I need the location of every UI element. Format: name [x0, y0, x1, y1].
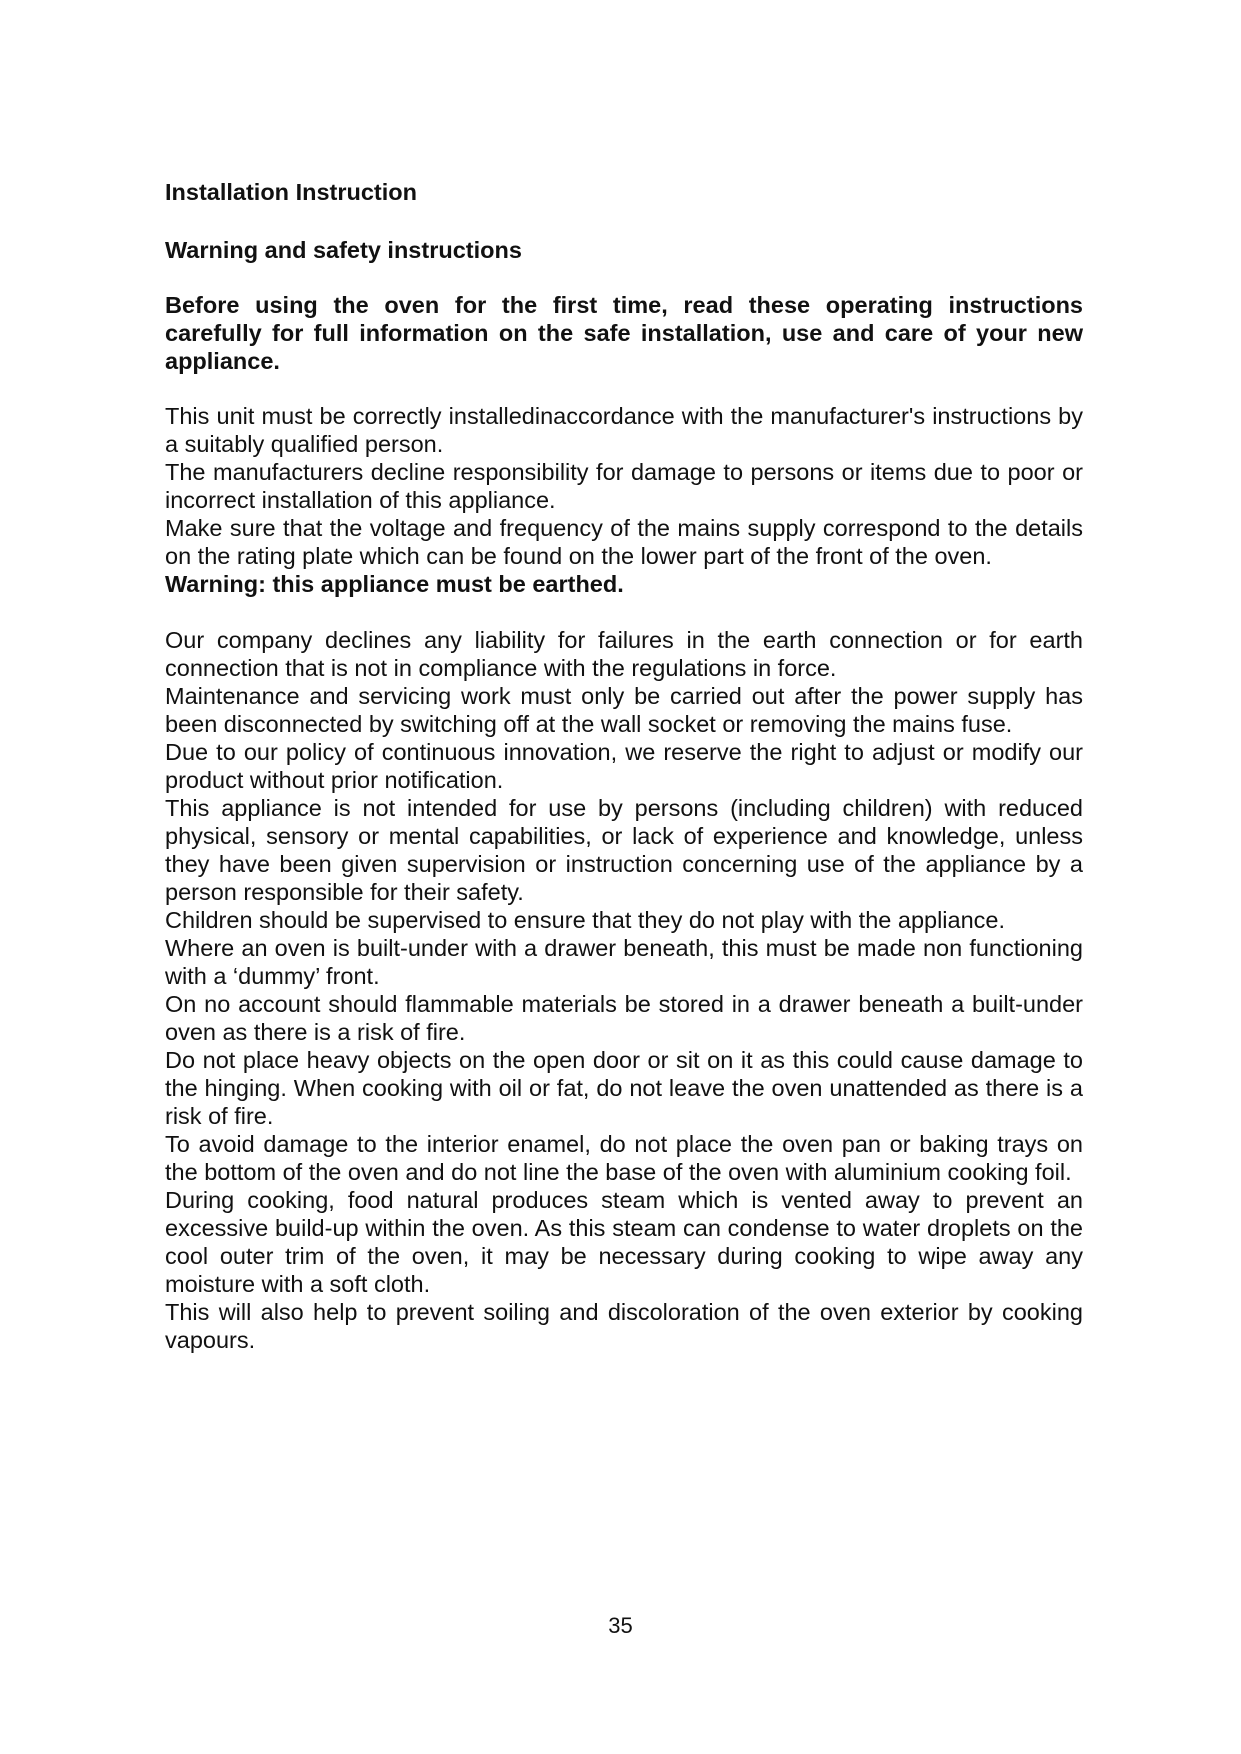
section-heading: Warning and safety instructions — [165, 237, 522, 263]
paragraph-installation: This unit must be correctly installedinaccordance with the manufacturer's instructions by a suitably qualified person. — [165, 403, 1083, 457]
page-number: 35 — [608, 1613, 633, 1638]
earth-warning: Warning: this appliance must be earthed. — [165, 571, 624, 597]
paragraph-innovation: Due to our policy of continuous innovation, we reserve the right to adjust or modify our product without prior notification. — [165, 739, 1083, 793]
paragraph-maintenance: Maintenance and servicing work must only be carried out after the power supply has been disconnected by switching off at the wall socket or removing the mains fuse. — [165, 683, 1083, 737]
page-title: Installation Instruction — [165, 179, 417, 205]
paragraph-enamel: To avoid damage to the interior enamel, do not place the oven pan or baking trays on the bottom of the oven and do not line the base of the oven with aluminium cooking foil. — [165, 1131, 1083, 1185]
intro-paragraph: Before using the oven for the first time, read these operating instructions carefully for full information on the safe installation, use and care of your new appliance. — [165, 292, 1083, 374]
paragraph-door: Do not place heavy objects on the open door or sit on it as this could cause damage to the hinging. When cooking with oil or fat, do not leave the oven unattended as there is a risk of fire. — [165, 1047, 1083, 1129]
paragraph-responsibility: The manufacturers decline responsibility for damage to persons or items due to poor or incorrect installation of this appliance. — [165, 459, 1083, 513]
paragraph-voltage: Make sure that the voltage and frequency of the mains supply correspond to the details on the rating plate which can be found on the lower part of the front of the oven. — [165, 515, 1083, 569]
paragraph-steam: During cooking, food natural produces steam which is vented away to prevent an excessive build-up within the oven. As this steam can condense to water droplets on the cool outer trim of the oven, it may be necessary during cooking to wipe away any moisture with a soft cloth. — [165, 1187, 1083, 1297]
paragraph-capabilities: This appliance is not intended for use by persons (including children) with reduced physical, sensory or mental capabilities, or lack of experience and knowledge, unless they have been given supervision or instruction concerning use of the appliance by a person responsible for their safety. — [165, 795, 1083, 905]
paragraph-children: Children should be supervised to ensure that they do not play with the appliance. — [165, 907, 1006, 933]
paragraph-flammable: On no account should flammable materials be stored in a drawer beneath a built-under oven as there is a risk of fire. — [165, 991, 1083, 1045]
paragraph-built-under: Where an oven is built-under with a drawer beneath, this must be made non functioning with a ‘dummy’ front. — [165, 935, 1083, 989]
document-page — [165, 178, 1083, 1354]
paragraph-earth-liability: Our company declines any liability for failures in the earth connection or for earth connection that is not in compliance with the regulations in force. — [165, 627, 1083, 681]
paragraph-soiling: This will also help to prevent soiling and discoloration of the oven exterior by cooking vapours. — [165, 1299, 1083, 1353]
